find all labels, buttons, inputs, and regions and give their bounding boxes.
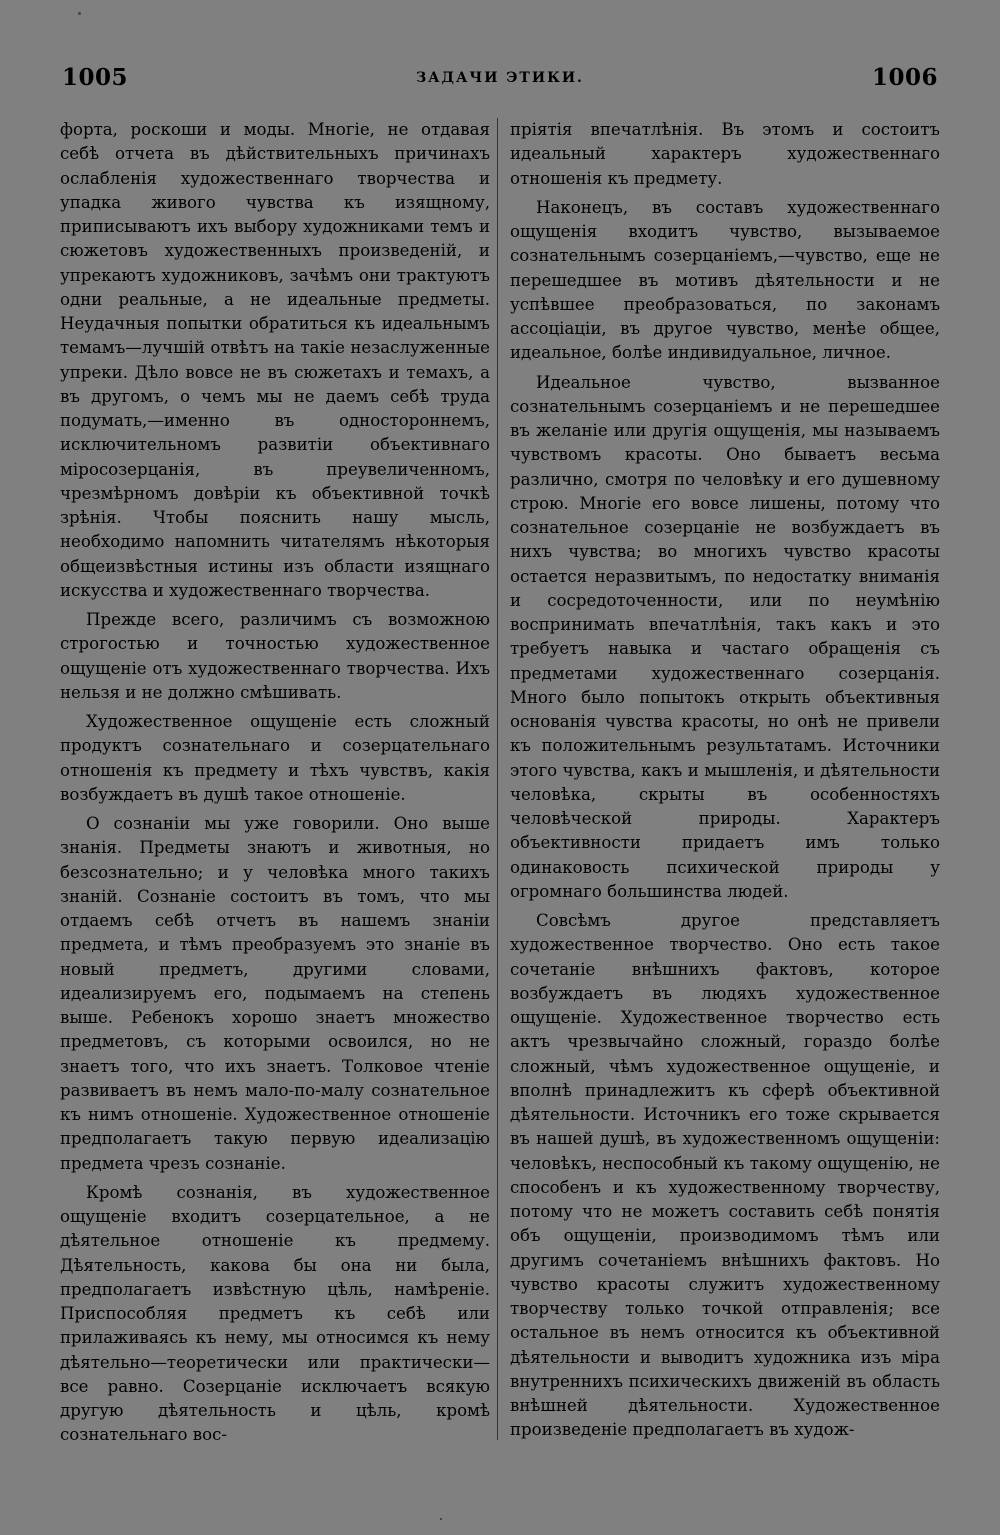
paragraph: Художественное ощущеніе есть сложный продуктъ сознательнаго и созерцательнаго отношенія къ предмету и тѣхъ чувствъ, какія возбуждаетъ въ душѣ такое отношеніе. bbox=[60, 712, 490, 804]
scan-speck bbox=[440, 1518, 442, 1520]
paragraph: О сознаніи мы уже говорили. Оно выше знанія. Предметы знаютъ и животныя, но безсознательно; и у человѣка много такихъ знаній. Сознаніе состоитъ въ томъ, что мы отдаемъ себѣ отчетъ въ нашемъ знаніи предмета, и тѣмъ преобразуемъ это знаніе въ новый предметъ, другими словами, идеализируемъ его, подымаемъ на степень выше. Ребенокъ хорошо знаетъ множество предметовъ, съ которыми освоился, но не знаетъ того, что ихъ знаетъ. Толковое чтеніе развиваетъ въ немъ мало-по-малу сознательное къ нимъ отношеніе. Художественное отношеніе предполагаетъ такую первую идеализацію предмета чрезъ сознаніе. bbox=[60, 814, 490, 1173]
paragraph: Наконецъ, въ составъ художественнаго ощущенія входитъ чувство, вызываемое сознательнымъ созерцаніемъ,—чувство, еще не перешедшее въ мотивъ дѣятельности и не успѣвшее преобразоваться, по законамъ ассоціаціи, въ другое чувство, менѣе общее, идеальное, болѣе индивидуальное, личное. bbox=[510, 197, 940, 363]
paragraph: Совсѣмъ другое представляетъ художественное творчество. Оно есть такое сочетаніе внѣшнихъ фактовъ, которое возбуждаетъ въ людяхъ художественное ощущеніе. Художественное творчество есть актъ чрезвычайно сложный, гораздо болѣе сложный, чѣмъ художественное ощущеніе, и вполнѣ принадлежитъ къ сферѣ объективной дѣятельности. Источникъ его тоже скрывается въ нашей душѣ, въ художественномъ ощущеніи: человѣкъ, неспособный къ такому ощущенію, не способенъ и къ художественному творчеству, потому что не можетъ составить себѣ понятія объ ощущеніи, производимомъ тѣмъ или другимъ сочетаніемъ внѣшнихъ фактовъ. Но чувство красоты служитъ художественному творчеству только точкой отправленія; все остальное въ немъ относится къ объективной дѣятельности и выводитъ художника изъ міра внутреннихъ психическихъ движеній въ область внѣшней дѣятельности. Художественное произведеніе предполагаетъ въ худож- bbox=[510, 911, 940, 1440]
scan-speck bbox=[78, 12, 81, 15]
running-title: ЗАДАЧИ ЭТИКИ. bbox=[416, 70, 584, 86]
page-number-right: 1006 bbox=[871, 64, 938, 91]
page-header bbox=[62, 64, 938, 94]
paragraph: Идеальное чувство, вызванное сознательнымъ созерцаніемъ и не перешедшее въ желаніе или другія ощущенія, мы называемъ чувствомъ красоты. Оно бываетъ весьма различно, смотря по человѣку и его душевному строю. Многіе его вовсе лишены, потому что сознательное созерцаніе не возбуждаетъ въ нихъ чувства; во многихъ чувство красоты остается неразвитымъ, по недостатку вниманія и сосредоточенности, или по неумѣнію воспринимать впечатлѣнія, такъ какъ и это требуетъ навыка и частаго обращенія съ предметами художественнаго созерцанія. Много было попытокъ открыть объективныя основанія чувства красоты, но онѣ не привели къ положительнымъ результатамъ. Источники этого чувства, какъ и мышленія, и дѣятельности человѣка, скрыты въ особенностяхъ человѣческой природы. Характеръ объективности придаетъ имъ только одинаковость психической природы у огромнаго большинства людей. bbox=[510, 372, 940, 901]
paragraph: пріятія впечатлѣнія. Въ этомъ и состоитъ идеальный характеръ художественнаго отношенія къ предмету. bbox=[510, 120, 940, 188]
paragraph: форта, роскоши и моды. Многіе, не отдавая себѣ отчета въ дѣйствительныхъ причинахъ ослабленія художественнаго творчества и упадка живого чувства къ изящному, приписываютъ ихъ выбору художниками темъ и сюжетовъ художественныхъ произведеній, и упрекаютъ художниковъ, зачѣмъ они трактуютъ одни реальные, а не идеальные предметы. Неудачныя попытки обратиться къ идеальнымъ темамъ—лучшій отвѣтъ на такіе незаслуженные упреки. Дѣло вовсе не въ сюжетахъ и темахъ, а въ другомъ, о чемъ мы не даемъ себѣ труда подумать,—именно въ одностороннемъ, исключительномъ развитіи объективнаго міросозерцанія, въ преувеличенномъ, чрезмѣрномъ довѣріи къ объективной точкѣ зрѣнія. Чтобы пояснить нашу мысль, необходимо напомнить читателямъ нѣкоторыя общеизвѣстныя истины изъ области изящнаго искусства и художественнаго творчества. bbox=[60, 120, 490, 600]
column-divider bbox=[497, 118, 498, 1440]
page-number-left: 1005 bbox=[62, 64, 129, 91]
left-column bbox=[60, 118, 490, 1453]
paragraph: Прежде всего, различимъ съ возможною строгостью и точностью художественное ощущеніе отъ художественнаго творчества. Ихъ нельзя и не должно смѣшивать. bbox=[60, 610, 490, 702]
paragraph: Кромѣ сознанія, въ художественное ощущеніе входитъ созерцательное, а не дѣятельное отношеніе къ предмему. Дѣятельность, какова бы она ни была, предполагаетъ извѣстную цѣль, намѣреніе. Приспособляя предметъ къ себѣ или прилаживаясь къ нему, мы относимся къ нему дѣятельно—теоретически или практически—все равно. Созерцаніе исключаетъ всякую другую дѣятельность и цѣль, кромѣ сознательнаго вос- bbox=[60, 1182, 490, 1445]
right-column bbox=[510, 118, 940, 1448]
